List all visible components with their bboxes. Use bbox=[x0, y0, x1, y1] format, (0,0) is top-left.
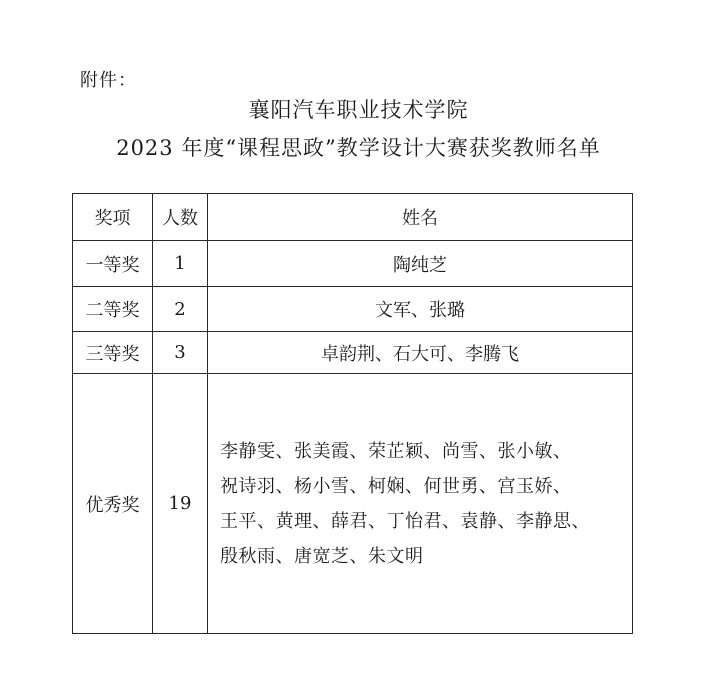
names-cell: 文军、张璐 bbox=[208, 287, 633, 332]
table-row bbox=[73, 374, 633, 634]
table-row bbox=[73, 287, 633, 332]
award-cell: 二等奖 bbox=[73, 287, 153, 332]
award-cell: 一等奖 bbox=[73, 241, 153, 287]
document-title-line1: 襄阳汽车职业技术学院 bbox=[248, 98, 469, 122]
names-cell: 陶纯芝 bbox=[208, 241, 633, 287]
award-winners-table bbox=[72, 193, 633, 634]
count-cell: 3 bbox=[153, 332, 208, 374]
names-cell: 卓韵荆、石大可、李腾飞 bbox=[208, 332, 633, 374]
header-count: 人数 bbox=[153, 194, 208, 241]
names-line: 殷秋雨、唐宽芝、朱文明 bbox=[220, 545, 424, 567]
table-row bbox=[73, 241, 633, 287]
attachment-label: 附件： bbox=[80, 70, 137, 91]
table-header-row bbox=[73, 194, 633, 241]
names-cell bbox=[208, 374, 633, 634]
document-title-line2: 2023 年度“课程思政”教学设计大赛获奖教师名单 bbox=[116, 136, 601, 160]
header-award: 奖项 bbox=[73, 194, 153, 241]
names-line: 祝诗羽、杨小雪、柯娴、何世勇、宫玉娇、 bbox=[220, 475, 572, 497]
award-cell: 三等奖 bbox=[73, 332, 153, 374]
names-line: 李静雯、张美霞、荣芷颖、尚雪、张小敏、 bbox=[220, 440, 572, 462]
award-cell: 优秀奖 bbox=[73, 374, 153, 634]
table-row bbox=[73, 332, 633, 374]
count-cell: 2 bbox=[153, 287, 208, 332]
header-names: 姓名 bbox=[208, 194, 633, 241]
names-line: 王平、黄理、薛君、丁怡君、袁静、李静思、 bbox=[220, 510, 590, 532]
count-cell: 1 bbox=[153, 241, 208, 287]
count-cell: 19 bbox=[153, 374, 208, 634]
